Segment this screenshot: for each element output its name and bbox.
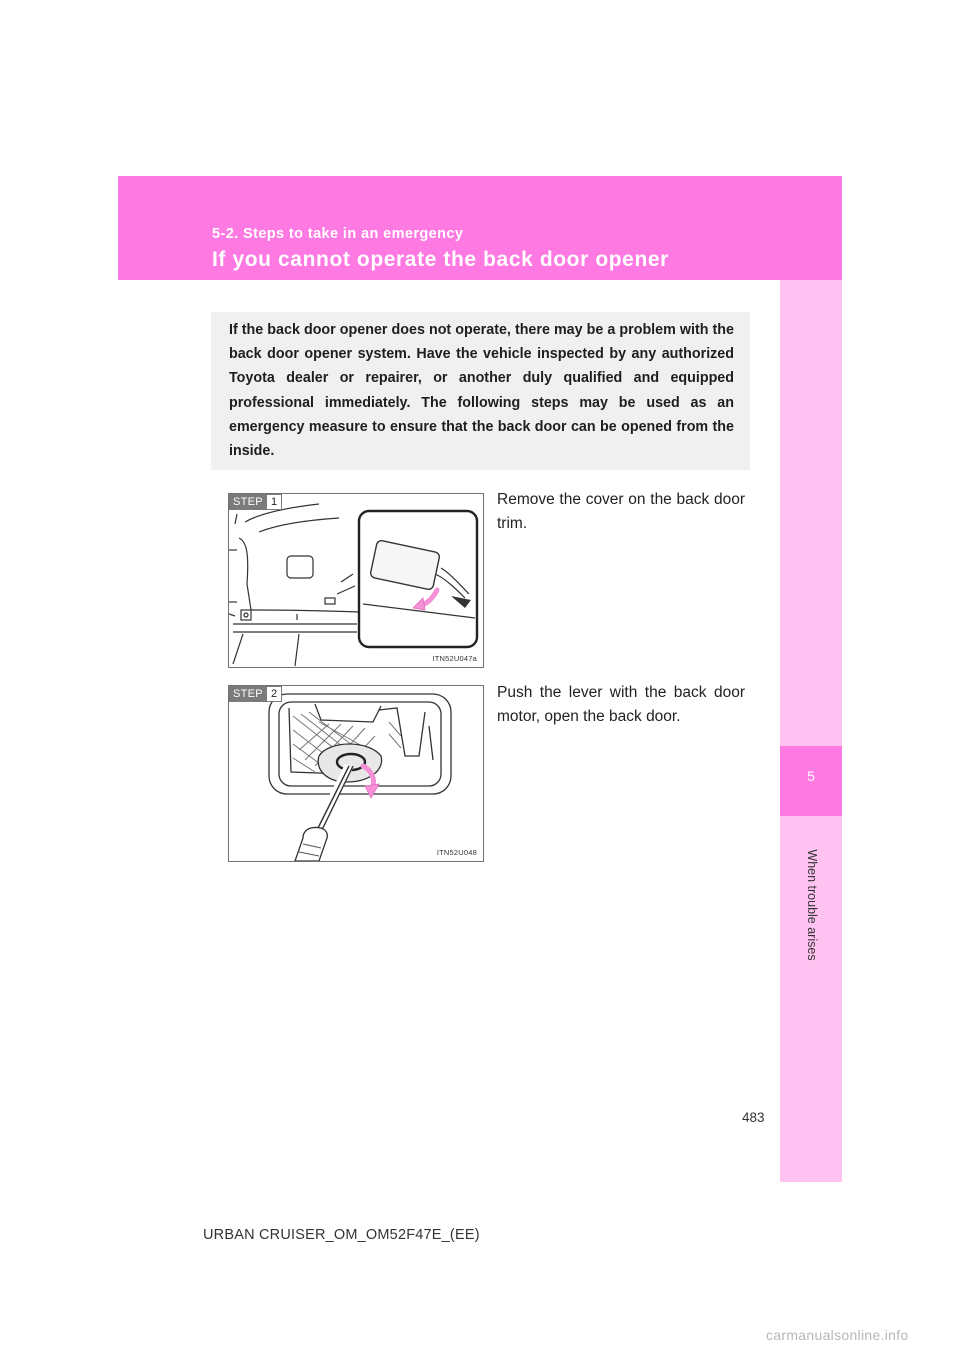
back-door-trim-drawing	[229, 494, 483, 667]
step-1-image-code: ITN52U047a	[432, 654, 477, 663]
step-1-text: Remove the cover on the back door trim.	[497, 491, 745, 532]
step-1-badge-word: STEP	[229, 494, 267, 510]
page-title: If you cannot operate the back door opener	[212, 248, 669, 271]
chapter-label: When trouble arises	[805, 849, 819, 961]
chapter-number: 5	[807, 768, 815, 784]
document-footer: URBAN CRUISER_OM_OM52F47E_(EE)	[203, 1227, 480, 1243]
step-2-badge-word: STEP	[229, 686, 267, 702]
step-2-badge	[229, 686, 282, 702]
step-1-badge	[229, 494, 282, 510]
chapter-side-strip	[780, 280, 842, 1182]
step-1-illustration	[228, 493, 484, 668]
intro-text: If the back door opener does not operate, there may be a problem with the back door opener system. Have the vehicle inspected by any authorized Toyota dealer or repairer, or another duly qualified and equipped professional immediately. The following steps may be used as an emergency measure to ensure that the back door can be opened from the inside.	[229, 322, 734, 460]
page-number: 483	[742, 1110, 765, 1125]
step-2-text: Push the lever with the back door motor, open the back door.	[497, 684, 745, 725]
back-door-motor-lever-drawing	[229, 686, 483, 861]
intro-box	[211, 312, 750, 470]
watermark-text: carmanualsonline.info	[766, 1327, 909, 1343]
step-2-badge-number: 2	[267, 686, 282, 702]
section-heading: 5-2. Steps to take in an emergency	[212, 226, 464, 242]
step-2-image-code: ITN52U048	[436, 848, 477, 857]
step-1-badge-number: 1	[267, 494, 282, 510]
step-2-illustration	[228, 685, 484, 862]
